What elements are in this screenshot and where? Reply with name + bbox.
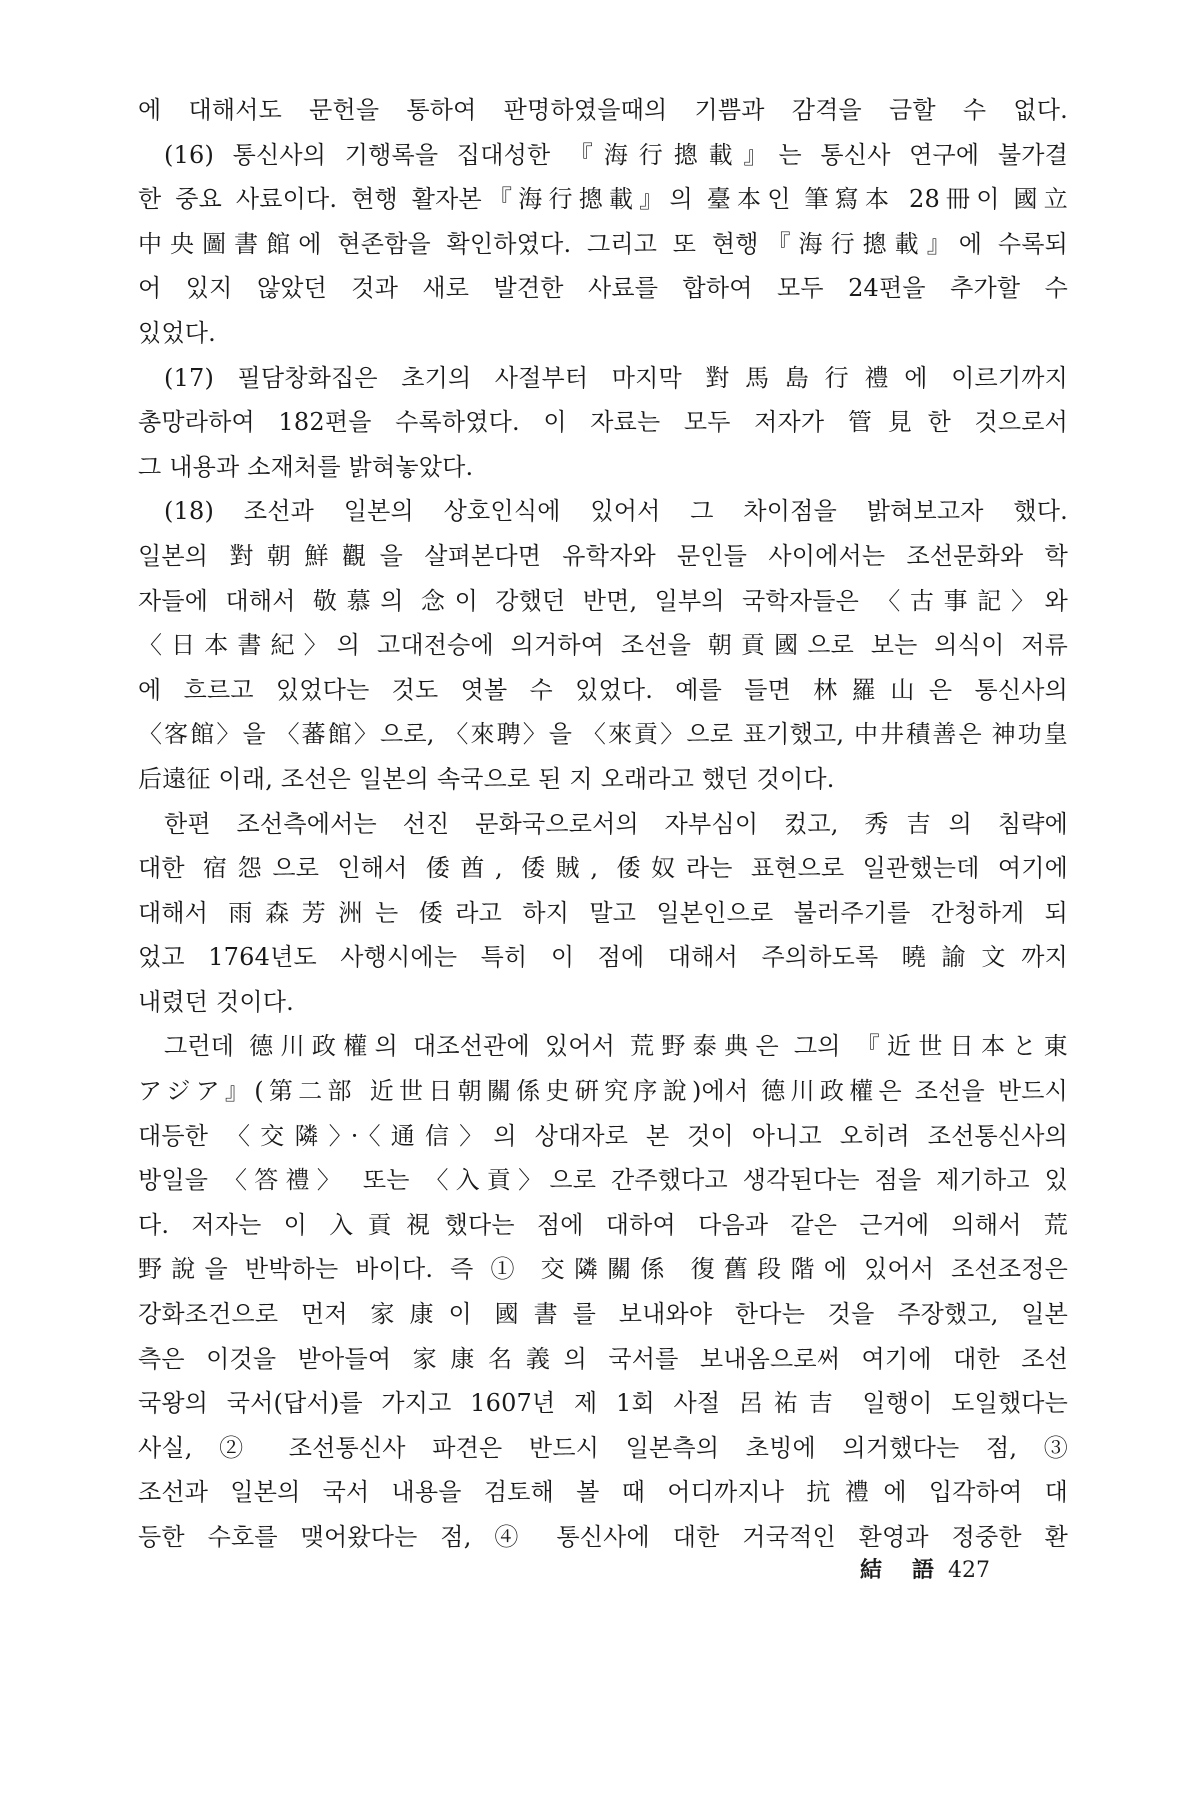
page-footer <box>860 1555 1070 1586</box>
text-line: 다. 저자는 이 入貢視했다는 점에 대하여 다음과 같은 근거에 의해서 荒 <box>138 1210 1068 1239</box>
text-line: 野說을 반박하는 바이다. 즉 ① 交隣關係 復舊段階에 있어서 조선조정은 <box>138 1255 1068 1284</box>
text-line: 강화조건으로 먼저 家康이 國書를 보내와야 한다는 것을 주장했고, 일본 <box>138 1300 1068 1329</box>
text-line: 한 중요 사료이다. 현행 활자본『海行摠載』의 臺本인 筆寫本 28冊이 國立 <box>138 185 1068 214</box>
text-line: (16) 통신사의 기행록을 집대성한 『海行摠載』는 통신사 연구에 불가결 <box>164 140 1068 169</box>
text-line: 내렸던 것이다. <box>138 987 294 1016</box>
text-line: 대한 宿怨으로 인해서 倭酋, 倭賊, 倭奴라는 표현으로 일관했는데 여기에 <box>138 854 1068 883</box>
page-number: 427 <box>948 1558 991 1583</box>
text-line: 대해서 雨森芳洲는 倭라고 하지 말고 일본인으로 불러주기를 간청하게 되 <box>138 898 1068 927</box>
text-line: 后遠征 이래, 조선은 일본의 속국으로 된 지 오래라고 했던 것이다. <box>138 764 835 793</box>
text-line: 어 있지 않았던 것과 새로 발견한 사료를 합하여 모두 24편을 추가할 수 <box>138 274 1068 303</box>
text-line: アジア』(第二部 近世日朝關係史硏究序說)에서 德川政權은 조선을 반드시 <box>138 1077 1068 1106</box>
text-line: 그 내용과 소재처를 밝혀놓았다. <box>138 452 474 481</box>
text-line: 에 대해서도 문헌을 통하여 판명하였을때의 기쁨과 감격을 금할 수 없다. <box>138 96 1068 124</box>
text-line: 등한 수호를 맺어왔다는 점, ④ 통신사에 대한 거국적인 환영과 정중한 환 <box>138 1523 1068 1551</box>
text-line: 대등한 〈交隣〉·〈通信〉의 상대자로 본 것이 아니고 오히려 조선통신사의 <box>138 1121 1068 1150</box>
text-line: 총망라하여 182편을 수록하였다. 이 자료는 모두 저자가 管見한 것으로서 <box>138 408 1068 437</box>
text-line: 자들에 대해서 敬慕의 念이 강했던 반면, 일부의 국학자들은 〈古事記〉와 <box>138 586 1068 615</box>
text-line: (18) 조선과 일본의 상호인식에 있어서 그 차이점을 밝혀보고자 했다. <box>164 497 1068 526</box>
text-line: 〈客館〉을 〈蕃館〉으로, 〈來聘〉을 〈來貢〉으로 표기했고, 中井積善은 神功皇 <box>138 720 1068 749</box>
text-line: 그런데 德川政權의 대조선관에 있어서 荒野泰典은 그의 『近世日本と東 <box>164 1032 1068 1061</box>
running-footer-word: 結 <box>860 1557 883 1583</box>
text-line: 사실, ② 조선통신사 파견은 반드시 일본측의 초빙에 의거했다는 점, ③ <box>138 1433 1068 1462</box>
text-line: 있었다. <box>138 318 216 347</box>
text-line: 었고 1764년도 사행시에는 특히 이 점에 대해서 주의하도록 曉諭文까지 <box>138 943 1068 972</box>
text-line: 〈日本書紀〉의 고대전승에 의거하여 조선을 朝貢國으로 보는 의식이 저류 <box>138 631 1068 660</box>
text-line: 일본의 對朝鮮觀을 살펴본다면 유학자와 문인들 사이에서는 조선문화와 학 <box>138 541 1068 570</box>
text-line: 방일을 〈答禮〉 또는 〈入貢〉으로 간주했다고 생각된다는 점을 제기하고 있 <box>138 1166 1068 1195</box>
running-footer-word: 語 <box>912 1557 935 1583</box>
text-line: 에 흐르고 있었다는 것도 엿볼 수 있었다. 예를 들면 林羅山은 통신사의 <box>138 675 1068 704</box>
text-line: 中央圖書館에 현존함을 확인하였다. 그리고 또 현행『海行摠載』에 수록되 <box>138 229 1068 258</box>
text-line: 측은 이것을 받아들여 家康名義의 국서를 보내옴으로써 여기에 대한 조선 <box>138 1344 1068 1373</box>
text-line: 국왕의 국서(답서)를 가지고 1607년 제 1회 사절 呂祐吉 일행이 도일했다는 <box>138 1389 1068 1418</box>
text-line: 조선과 일본의 국서 내용을 검토해 볼 때 어디까지나 抗禮에 입각하여 대 <box>138 1478 1068 1507</box>
text-line: 한편 조선측에서는 선진 문화국으로서의 자부심이 컸고, 秀吉의 침략에 <box>164 809 1068 838</box>
body-text <box>138 88 1068 1560</box>
text-line: (17) 필담창화집은 초기의 사절부터 마지막 對馬島行禮에 이르기까지 <box>164 363 1068 392</box>
